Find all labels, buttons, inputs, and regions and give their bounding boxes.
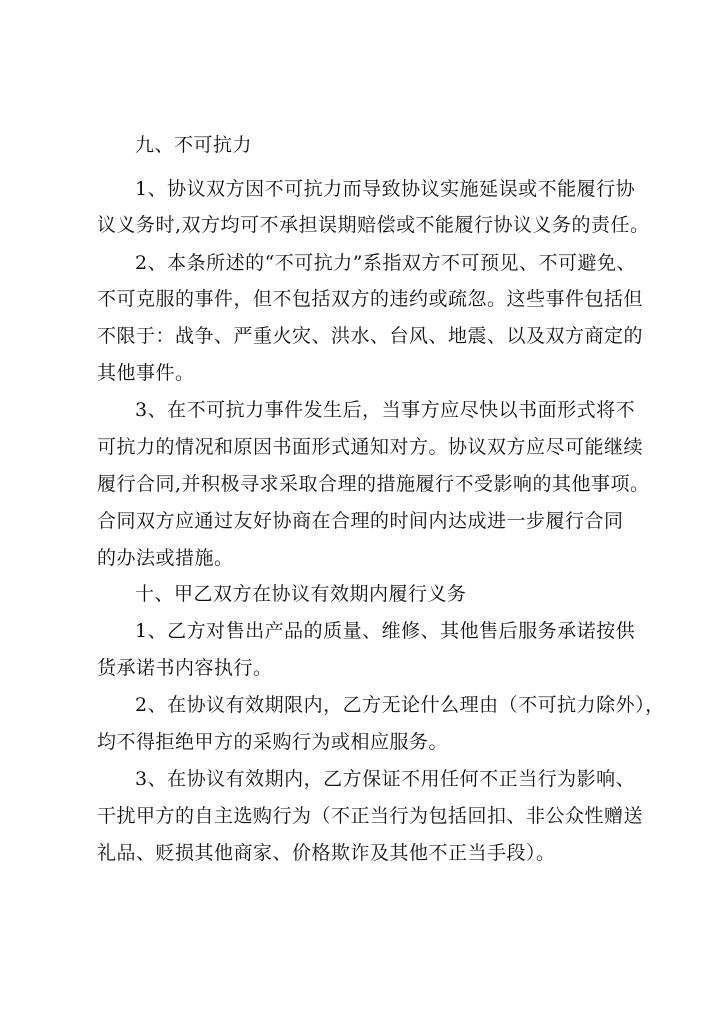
paragraph-line: 议义务时,双方均可不承担误期赔偿或不能履行协议义务的责任。 [97, 214, 650, 236]
paragraph-line: 合同双方应通过友好协商在合理的时间内达成进一步履行合同 [97, 510, 624, 532]
paragraph-line: 3、在不可抗力事件发生后，当事方应尽快以书面形式将不 [135, 399, 636, 421]
paragraph-line: 2、本条所述的“不可抗力”系指双方不可预见、不可避免、 [135, 252, 637, 274]
paragraph-line: 的办法或措施。 [97, 547, 234, 569]
paragraph-line: 不限于：战争、严重火灾、洪水、台风、地震、以及双方商定的 [97, 325, 644, 347]
paragraph-line: 履行合同,并积极寻求采取合理的措施履行不受影响的其他事项。 [97, 473, 650, 495]
paragraph-line: 1、协议双方因不可抗力而导致协议实施延误或不能履行协 [135, 178, 636, 200]
paragraph-line: 礼品、贬损其他商家、价格欺诈及其他不正当手段）。 [97, 842, 556, 864]
section-heading-force-majeure: 九、不可抗力 [135, 134, 253, 156]
paragraph-line: 1、乙方对售出产品的质量、维修、其他售后服务承诺按供 [135, 620, 636, 642]
paragraph-line: 可抗力的情况和原因书面形式通知对方。协议双方应尽可能继续 [97, 436, 644, 458]
paragraph-line: 3、在协议有效期内，乙方保证不用任何不正当行为影响、 [135, 768, 636, 790]
paragraph-line: 不可克服的事件，但不包括双方的违约或疏忽。这些事件包括但 [97, 288, 644, 310]
section-heading-obligations: 十、甲乙双方在协议有效期内履行义务 [135, 583, 467, 605]
paragraph-line: 其他事件。 [97, 362, 195, 384]
paragraph-line: 均不得拒绝甲方的采购行为或相应服务。 [97, 731, 449, 753]
paragraph-line: 2、在协议有效期限内，乙方无论什么理由（不可抗力除外）， [135, 694, 665, 716]
paragraph-line: 干扰甲方的自主选购行为（不正当行为包括回扣、非公众性赠送 [97, 805, 644, 827]
paragraph-line: 货承诺书内容执行。 [97, 657, 273, 679]
